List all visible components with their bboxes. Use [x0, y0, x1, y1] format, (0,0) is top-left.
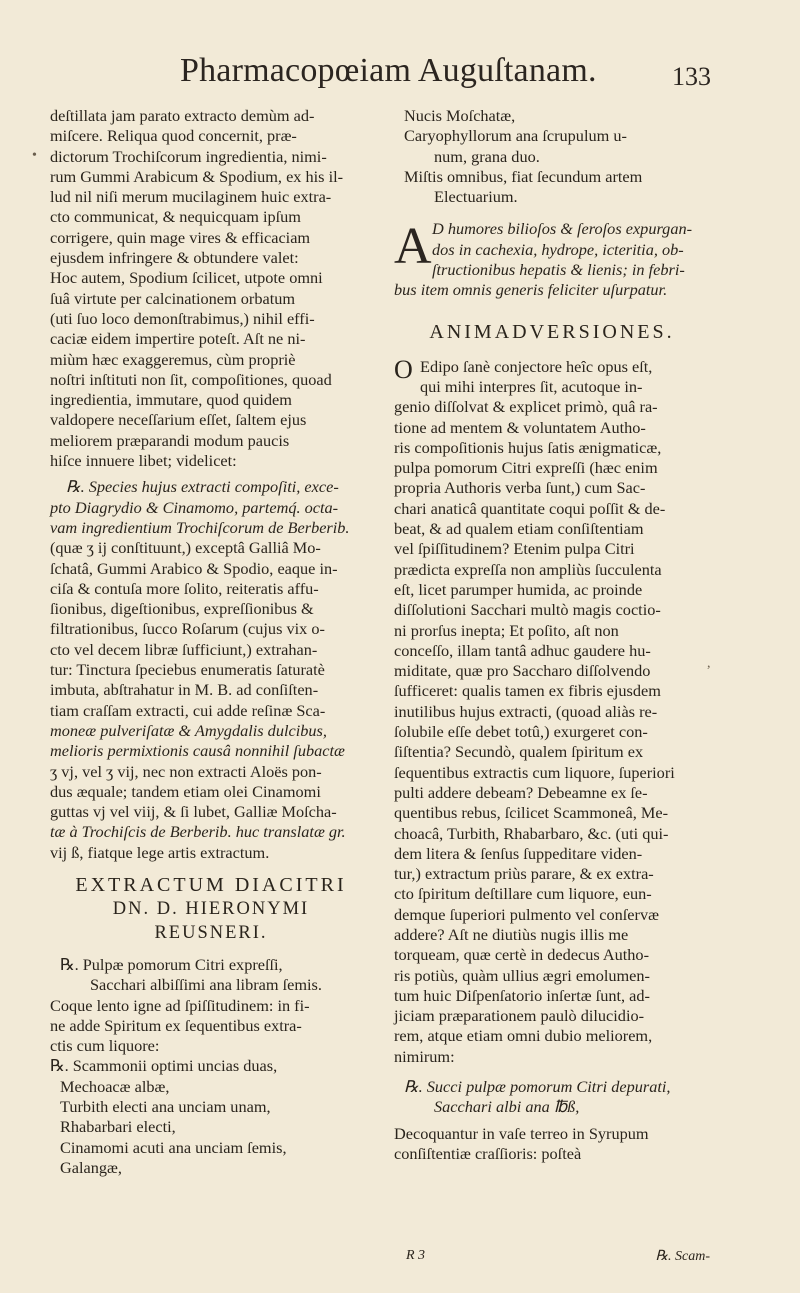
text-line: Galangæ,: [60, 1157, 122, 1177]
text-line: (quæ ʒ ij conſtituunt,) exceptâ Galliâ Mo-: [50, 538, 321, 558]
commentary-line: quentibus rebus, ſcilicet Scammoneâ, Me-: [394, 803, 668, 823]
commentary-line: diſſolutioni Sacchari multò magis coctio-: [394, 600, 661, 620]
signature-mark: R 3: [406, 1248, 426, 1263]
ingredient-line: Miſtis omnibus, fiat ſecundum artem: [404, 166, 643, 186]
text-line: ne adde Spiritum ex ſequentibus extra-: [50, 1015, 302, 1035]
text-line: tur: Tinctura ſpeciebus enumeratis ſaturatè: [50, 660, 325, 680]
commentary-line: genio diſſolvat & explicet primò, quâ ra-: [394, 397, 658, 417]
animadversiones-heading: ANIMADVERSIONES.: [429, 320, 675, 343]
text-line: meliorem præparandi modum paucis: [50, 430, 290, 450]
commentary-line: prædicta expreſſa non ampliùs ſucculenta: [394, 559, 662, 579]
text-line: ingredientia, immutare, quod quidem: [50, 390, 292, 410]
text-line: rum Gummi Arabicum & Spodium, ex his il-: [50, 166, 344, 186]
text-line: guttas vj vel viij, & ſi lubet, Galliæ Moſcha-: [50, 802, 337, 822]
commentary-line: tur,) extractum priùs parare, & ex extra-: [394, 864, 654, 884]
right-column: [394, 106, 710, 1164]
text-line: ſchatâ, Gummi Arabico & Spodio, eaque in-: [50, 558, 338, 578]
ingredient-line: num, grana duo.: [434, 146, 540, 166]
left-column: [50, 106, 372, 1178]
text-line: Hoc autem, Spodium ſcilicet, utpote omni: [50, 268, 323, 288]
usage-line: bus item omnis generis feliciter uſurpatur.: [394, 280, 668, 300]
text-line: Mechoacæ albæ,: [60, 1076, 170, 1096]
text-line: melioris permixtionis causâ nonnihil ſubactæ: [50, 741, 345, 761]
commentary-line: dem litera & ſenſus ſuppeditare viden-: [394, 843, 643, 863]
commentary-body: [394, 397, 710, 1164]
commentary-line: miditate, quæ pro Saccharo diſſolvendo: [394, 661, 651, 681]
commentary-line: demque ſuperiori pulmento vel conſervæ: [394, 904, 659, 924]
page-number: 133: [672, 62, 711, 91]
margin-comma-mark: ,: [707, 656, 711, 671]
text-line: valdopere neceſſarium eſſet, ſaltem ejus: [50, 410, 307, 430]
commentary-line: ris potiùs, quàm ullius ægri emolumen-: [394, 965, 650, 985]
text-line: Rhabarbari electi,: [60, 1117, 176, 1137]
text-line: ℞. Species hujus extracti compoſiti, exce-: [66, 477, 339, 497]
text-line: tæ à Trochiſcis de Berberib. huc translatæ gr.: [50, 822, 346, 842]
commentary-line: addere? Aſt ne diutiùs nugis illis me: [394, 924, 629, 944]
commentary-line: nimirum:: [394, 1046, 455, 1066]
electuary-ingredients: [394, 106, 710, 207]
text-line: hiſce innuere libet; videlicet:: [50, 451, 237, 471]
ingredient-line: Nucis Moſchatæ,: [404, 106, 516, 125]
text-line: filtrationibus, ſucco Roſarum (cujus vix o-: [50, 619, 325, 639]
usage-line: dos in cachexia, hydrope, icteritia, ob-: [432, 239, 684, 259]
text-line: moneæ pulveriſatæ & Amygdalis dulcibus,: [50, 720, 327, 740]
commentary-line: conſiſtentiæ craſſioris: poſteà: [394, 1143, 582, 1163]
text-line: dictorum Trochiſcorum ingredientia, nimi-: [50, 146, 327, 166]
commentary-line: pulpa pomorum Citri expreſſi (hæc enim: [394, 458, 658, 478]
text-line: noſtri inſtituti non ſit, compoſitiones, quoad: [50, 369, 332, 389]
text-line: ℞. Pulpæ pomorum Citri expreſſi,: [60, 954, 283, 974]
text-line: cto vel decem libræ ſufficiunt,) extrahan-: [50, 639, 318, 659]
text-line: Turbith electi ana unciam unam,: [60, 1097, 271, 1117]
text-line: dus æquale; tandem etiam olei Cinamomi: [50, 781, 321, 801]
text-line: ciſa & contuſa more ſolito, reiteratis affu-: [50, 578, 319, 598]
ingredient-line: Caryophyllorum ana ſcrupulum u-: [404, 126, 627, 146]
drop-cap-o: O: [394, 354, 413, 384]
usage-line: ſtructionibus hepatis & lienis; in febri-: [432, 260, 685, 280]
text-line: miùm hæc exaggeremus, cùm propriè: [50, 349, 296, 369]
text-line: imbuta, abſtrahatur in M. B. ad conſiſten-: [50, 680, 319, 700]
commentary-line: jiciam præparationem paulò dilucidio-: [394, 1006, 645, 1026]
commentary-line: ſufficeret: qualis tamen ex fibris ejusdem: [394, 681, 661, 701]
text-line: corrigere, quin mage vires & efficaciam: [50, 227, 311, 247]
margin-bullet-mark: •: [32, 148, 37, 163]
commentary-line: ſequentibus extractis cum liquore, ſuperiori: [394, 762, 675, 782]
commentary-line: propria Authoris verba ſunt,) cum Sac-: [394, 478, 646, 498]
text-line: vam ingredientium Trochiſcorum de Berberib.: [50, 517, 350, 537]
commentary-line: beat, & ad qualem etiam conſiſtentiam: [394, 519, 644, 539]
commentary-line: ni prorſus inepta; Et poſito, aſt non: [394, 620, 619, 640]
commentary-line: Edipo ſanè conjectore heîc opus eſt,: [420, 356, 653, 376]
commentary-line: ſolubile eſſe debet totû,) exurgeret con-: [394, 722, 648, 742]
text-line: ℞. Scammonii optimi uncias duas,: [50, 1056, 278, 1076]
commentary-line: ſiſtentia? Secundò, qualem ſpiritum ex: [394, 742, 644, 762]
ingredient-line: Electuarium.: [434, 187, 518, 207]
commentary-line: choacâ, Turbith, Rhabarbaro, &c. (uti qui-: [394, 823, 669, 843]
text-line: REUSNERI.: [154, 922, 268, 943]
text-line: ſuâ virtute per calcinationem orbatum: [50, 288, 296, 308]
text-line: Cinamomi acuti ana unciam ſemis,: [60, 1137, 287, 1157]
commentary-line: torqueam, quæ certè in dedecus Autho-: [394, 945, 649, 965]
commentary-line: chari anaticâ quantitate coqui poſſit & de-: [394, 498, 666, 518]
text-line: Sacchari albiſſimi ana libram ſemis.: [90, 975, 322, 995]
drop-cap-a: A: [394, 218, 432, 276]
commentary-line: eſt, licet parumper humida, ac proinde: [394, 579, 643, 599]
commentary-line: Sacchari albi ana ℔ß,: [434, 1097, 580, 1117]
text-line: Coque lento igne ad ſpiſſitudinem: in fi-: [50, 995, 310, 1015]
text-line: ſionibus, digeſtionibus, expreſſionibus &: [50, 599, 314, 619]
text-line: ejusdem infringere & obtundere valet:: [50, 248, 299, 268]
running-title: Pharmacopœiam Auguſtanam.: [180, 52, 597, 89]
commentary-line: qui mihi interpres ſit, acutoque in-: [420, 376, 643, 396]
commentary-line: ℞. Succi pulpæ pomorum Citri depurati,: [404, 1077, 671, 1097]
text-line: caciæ eidem impertire poteſt. Aſt ne ni-: [50, 329, 306, 349]
spacer: [394, 1067, 710, 1077]
commentary-line: rem, atque etiam omni dubio meliorem,: [394, 1026, 653, 1046]
usage-paragraph: [394, 219, 710, 300]
commentary-line: inutilibus hujus extracti, (quoad aliàs re-: [394, 701, 658, 721]
catchword: ℞. Scam-: [655, 1249, 710, 1264]
text-line: ctis cum liquore:: [50, 1036, 160, 1056]
commentary-line: tione ad mentem & voluntatem Autho-: [394, 417, 646, 437]
text-line: cto communicat, & nequicquam ipſum: [50, 207, 301, 227]
commentary-line: conceſſo, illam tantâ adhuc gaudere hu-: [394, 640, 651, 660]
commentary-line: cto ſpiritum deſtillare cum liquore, eun-: [394, 884, 652, 904]
commentary-line: pulti addere debeam? Debeamne ex ſe-: [394, 782, 648, 802]
text-line: tiam craſſam extracti, cui adde reſinæ Sca-: [50, 700, 326, 720]
text-line: deſtillata jam parato extracto demùm ad-: [50, 106, 315, 125]
text-line: miſcere. Reliqua quod concernit, præ-: [50, 126, 297, 146]
animadversiones-paragraph: [394, 354, 710, 1165]
running-header: [0, 52, 800, 100]
commentary-line: tum huic Diſpenſatorio inſertæ ſunt, ad-: [394, 985, 650, 1005]
text-line: EXTRACTUM DIACITRI: [75, 873, 347, 896]
text-line: lud nil niſi merum mucilaginem huic extra-: [50, 187, 332, 207]
page-footer: [394, 1248, 710, 1268]
spacer: [50, 945, 372, 955]
commentary-line: Decoquantur in vaſe terreo in Syrupum: [394, 1123, 649, 1143]
usage-line: D humores bilioſos & ſeroſos expurgan-: [432, 219, 693, 239]
commentary-line: vel ſpiſſitudinem? Etenim pulpa Citri: [394, 539, 635, 559]
commentary-line: ris compoſitionis hujus ſatis ænigmaticæ,: [394, 437, 662, 457]
text-line: ʒ vj, vel ʒ vij, nec non extracti Aloës pon-: [50, 761, 322, 781]
text-line: pto Diagrydio & Cinamomo, partemq́. octa-: [50, 497, 339, 517]
text-line: DN. D. HIERONYMI: [112, 898, 310, 919]
spacer: [50, 863, 372, 873]
text-line: (uti ſuo loco demonſtrabimus,) nihil effi-: [50, 308, 315, 328]
text-line: vij ß, fiatque lege artis extractum.: [50, 842, 270, 862]
